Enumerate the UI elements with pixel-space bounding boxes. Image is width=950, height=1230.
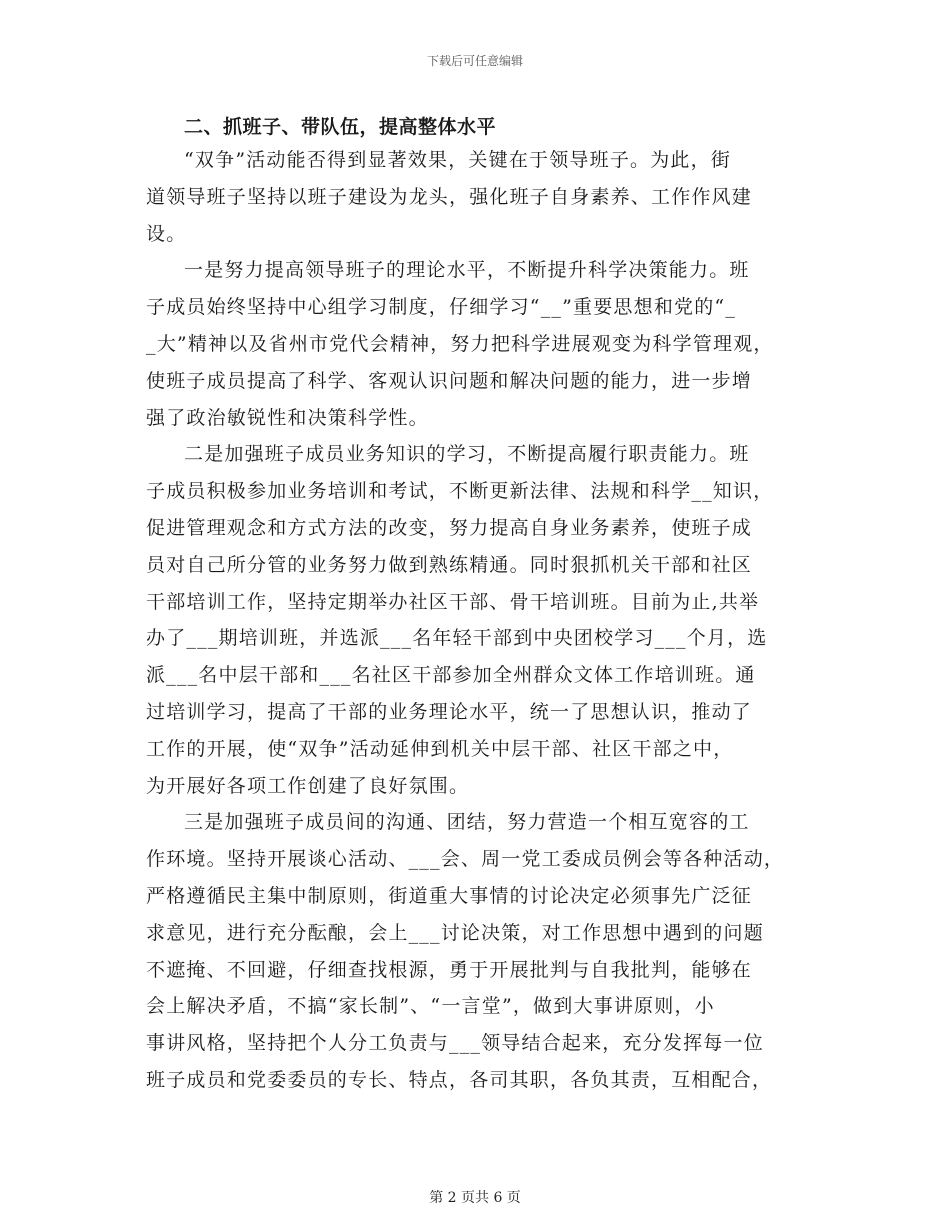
text-line: 不遮掩、不回避，仔细查找根源，勇于开展批判与自我批判，能够在 [146, 958, 753, 981]
text-line: 过培训学习，提高了干部的业务理论水平，统一了思想认识，推动了 [146, 700, 753, 723]
text-line: 为开展好各项工作创建了良好氛围。 [146, 774, 470, 797]
text-line: 事讲风格，坚持把个人分工负责与___领导结合起来，充分发挥每一位 [146, 1032, 764, 1055]
text-line: 子成员积极参加业务培训和考试，不断更新法律、法规和科学__知识， [146, 480, 774, 503]
text-line: 二是加强班子成员业务知识的学习，不断提高履行职责能力。班 [184, 443, 750, 466]
paragraph [146, 436, 806, 804]
document-body [146, 112, 806, 1099]
text-line: _大”精神以及省州市党代会精神，努力把科学进展观变为科学管理观， [146, 332, 774, 355]
text-line: 三是加强班子成员间的沟通、团结，努力营造一个相互宽容的工 [184, 811, 750, 834]
text-line: 设。 [146, 222, 187, 245]
text-line: “双争”活动能否得到显著效果，关键在于领导班子。为此，街 [184, 149, 732, 171]
paragraph [146, 252, 806, 436]
text-line: 干部培训工作，坚持定期举办社区干部、骨干培训班。目前为止,共举 [146, 590, 760, 613]
text-line: 使班子成员提高了科学、客观认识问题和解决问题的能力，进一步增 [146, 369, 753, 392]
paragraph [146, 804, 806, 1098]
text-line: 子成员始终坚持中心组学习制度，仔细学习“__”重要思想和党的“_ [146, 296, 737, 319]
paragraphs [146, 142, 806, 1099]
text-line: 强了政治敏锐性和决策科学性。 [146, 406, 429, 429]
text-line: 员对自己所分管的业务努力做到熟练精通。同时狠抓机关干部和社区 [146, 553, 753, 576]
page-header: 下载后可任意编辑 [426, 54, 523, 68]
text-line: 求意见，进行充分酝酿，会上___讨论决策，对工作思想中遇到的问题 [146, 921, 764, 944]
text-line: 派___名中层干部和___名社区干部参加全州群众文体工作培训班。通 [146, 664, 756, 687]
paragraph [146, 142, 806, 252]
section-heading: 二、抓班子、带队伍，提高整体水平 [184, 116, 497, 138]
text-line: 作环境。坚持开展谈心活动、___会、周一党工委成员例会等各种活动， [146, 848, 785, 871]
page-footer: 第 2 页共 6 页 [429, 1190, 521, 1206]
text-line: 工作的开展，使“双争”活动延伸到机关中层干部、社区干部之中， [146, 737, 734, 760]
text-line: 道领导班子坚持以班子建设为龙头，强化班子自身素养、工作作风建 [146, 185, 753, 208]
text-line: 一是努力提高领导班子的理论水平，不断提升科学决策能力。班 [184, 259, 750, 282]
text-line: 班子成员和党委委员的专长、特点，各司其职，各负其责，互相配合， [146, 1068, 773, 1091]
text-line: 促进管理观念和方式方法的改变，努力提高自身业务素养，使班子成 [146, 516, 753, 539]
text-line: 会上解决矛盾，不搞“家长制”、“一言堂”，做到大事讲原则，小 [146, 995, 715, 1018]
text-line: 办了___期培训班，并选派___名年轻干部到中央团校学习___个月，选 [146, 627, 768, 650]
text-line: 严格遵循民主集中制原则，街道重大事情的讨论决定必须事先广泛征 [146, 884, 753, 907]
